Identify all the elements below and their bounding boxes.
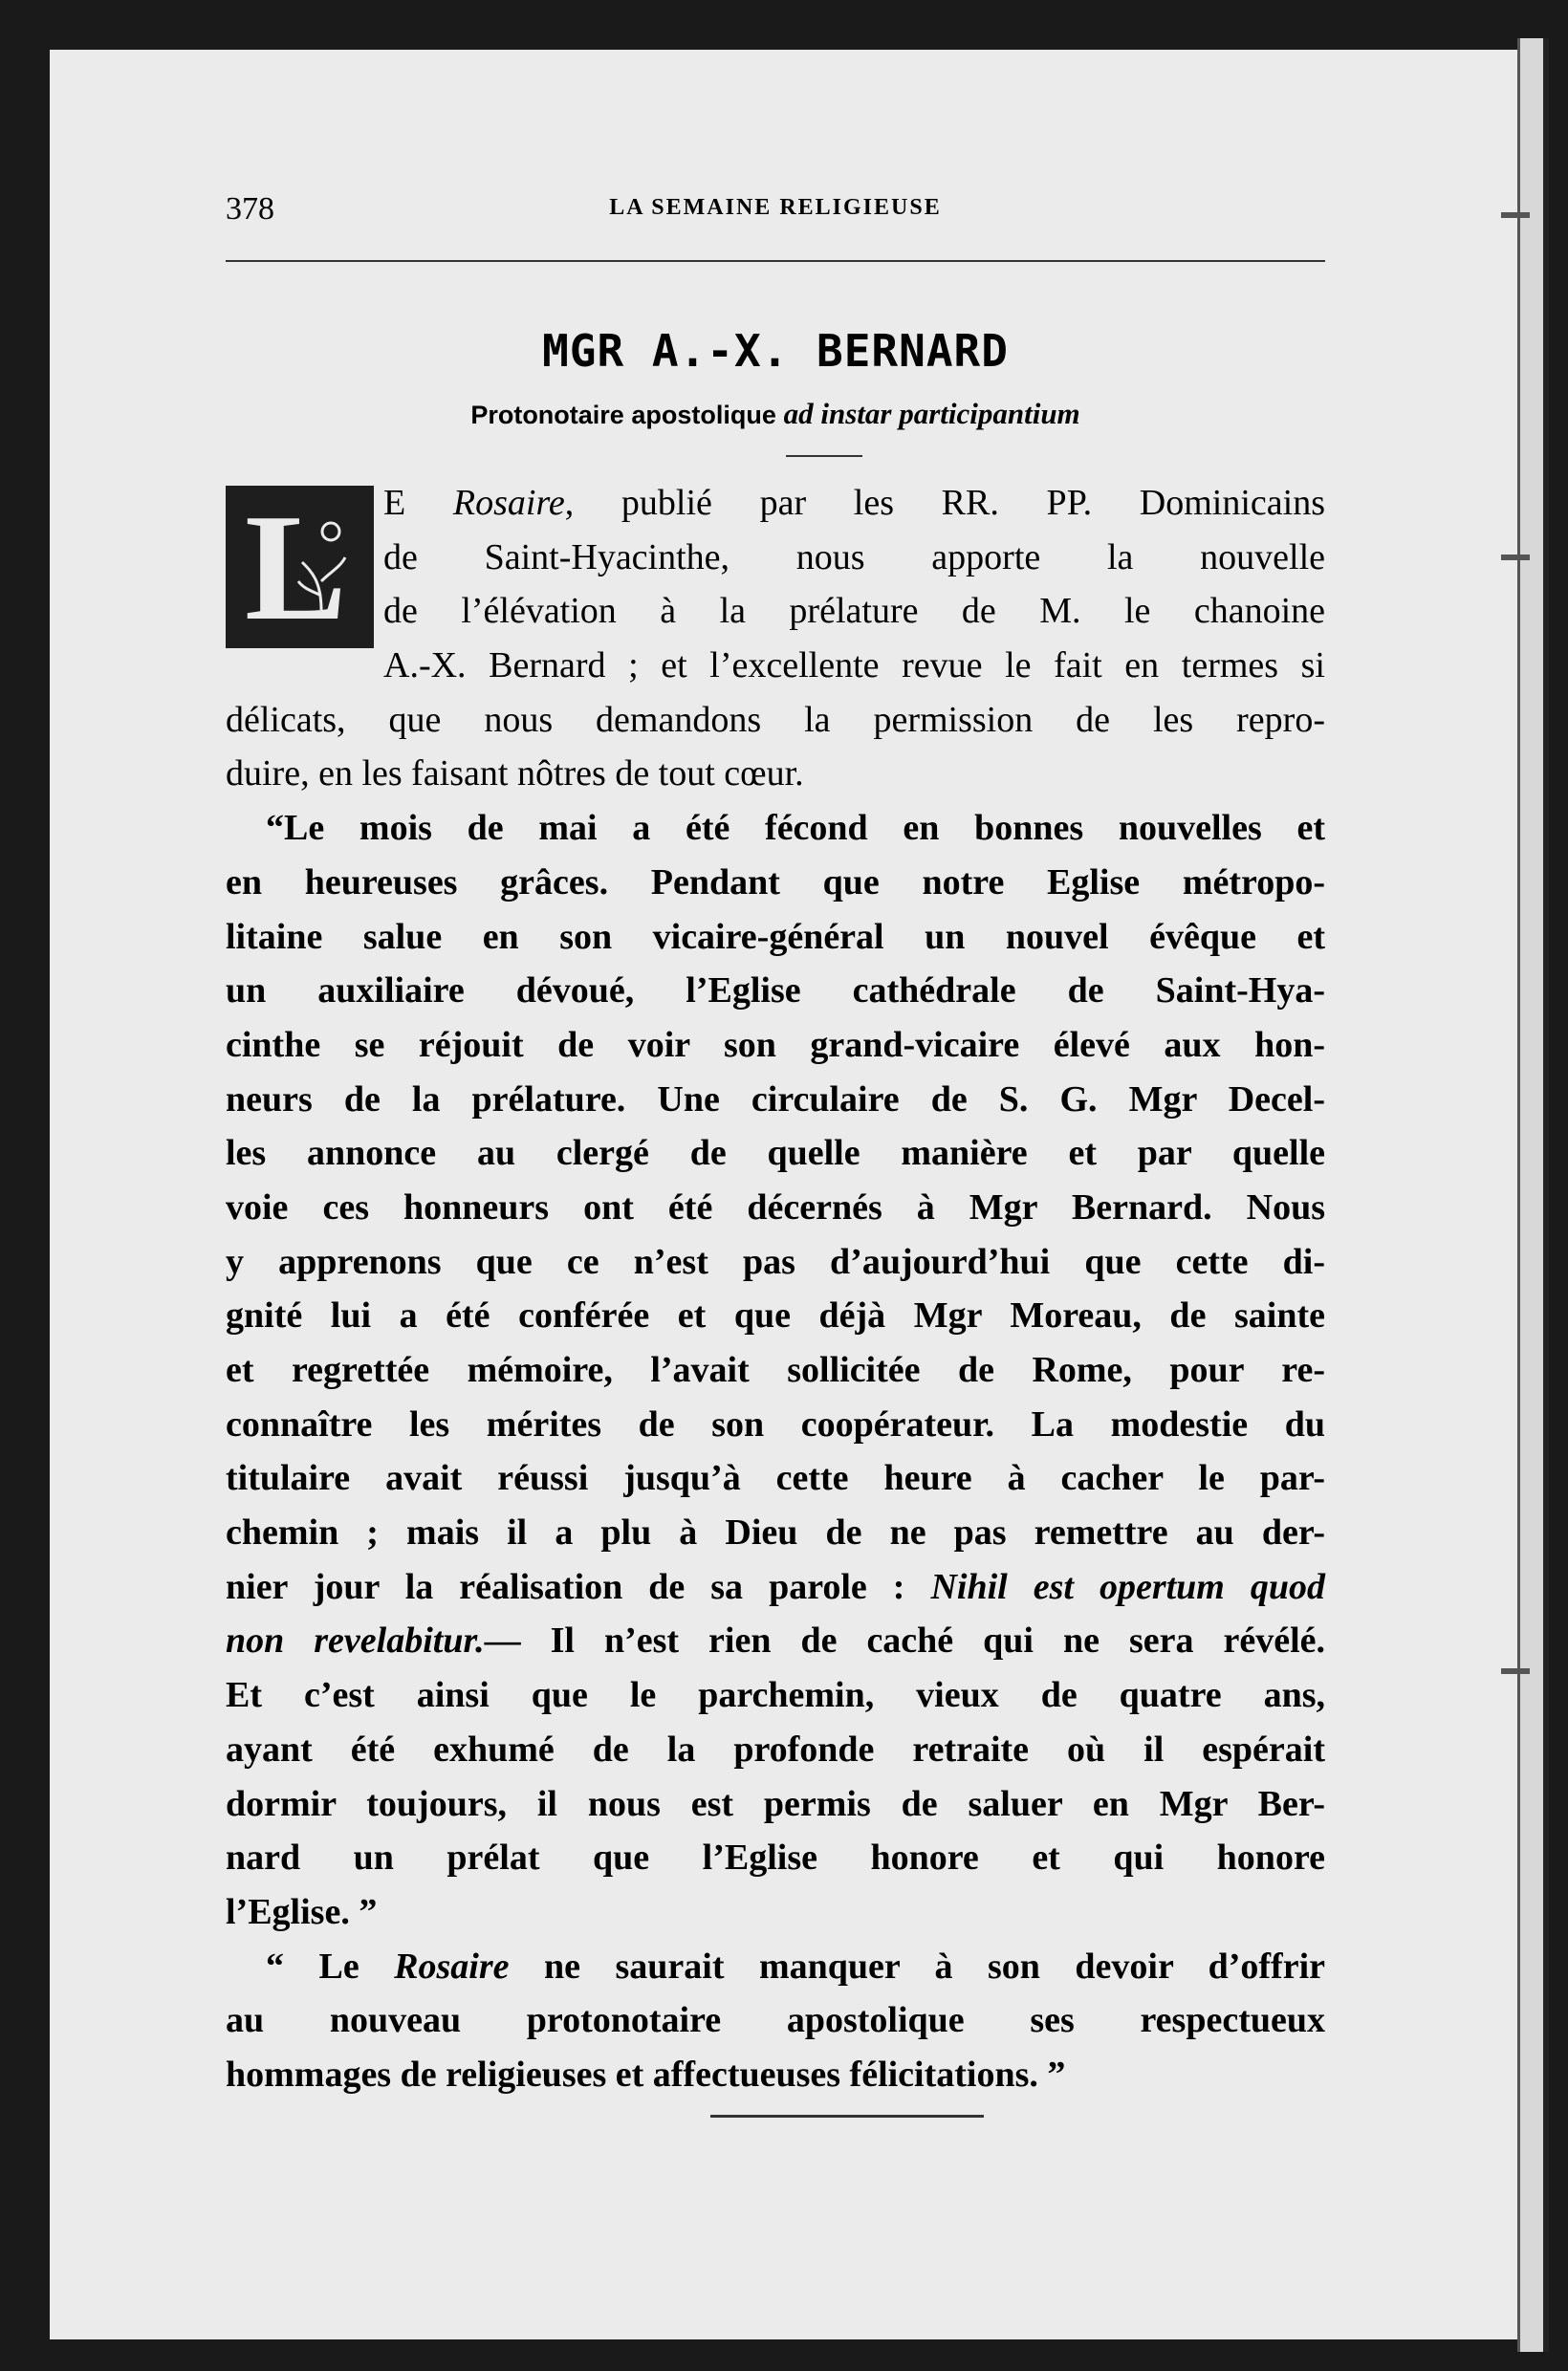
text-line: [226, 964, 1325, 1018]
text-line: [226, 1018, 1325, 1073]
text-line: [226, 1885, 1325, 1940]
end-rule: [710, 2115, 984, 2118]
title-rule: [786, 455, 862, 457]
text-span: E: [383, 483, 453, 523]
text-span: y apprenons que ce n’est pas d’aujourd’hui que cette di-: [226, 1241, 1325, 1282]
subtitle-roman: Protonotaire apostolique: [470, 401, 776, 429]
edge-mark: [1501, 212, 1530, 218]
page-edge: [1517, 38, 1549, 2352]
text-lines: [226, 476, 1325, 2102]
text-span: de Saint-Hyacinthe, nous apporte la nouvelle: [383, 536, 1325, 577]
italic-phrase: Rosaire: [452, 483, 565, 523]
text-line: [226, 693, 1325, 748]
text-line: [226, 1451, 1325, 1506]
text-line: [226, 1235, 1325, 1290]
text-span: chemin ; mais il a plu à Dieu de ne pas remettre au der-: [226, 1512, 1325, 1554]
text-span: ayant été exhumé de la profonde retraite où il espérait: [226, 1729, 1325, 1770]
text-line: [226, 584, 1325, 639]
text-line: [226, 1668, 1325, 1723]
text-span: cinthe se réjouit de voir son grand-vicaire élevé aux hon-: [226, 1024, 1325, 1065]
text-span: A.-X. Bernard ; et l’excellente revue le fait en termes si: [383, 645, 1325, 686]
text-line: [226, 747, 1325, 801]
italic-phrase: Rosaire: [394, 1946, 510, 1987]
text-span: voie ces honneurs ont été décernés à Mgr Bernard. Nous: [226, 1186, 1325, 1228]
text-line: [226, 1181, 1325, 1235]
dropcap: [226, 482, 374, 652]
text-span: — Il n’est rien de caché qui ne sera révélé.: [484, 1621, 1325, 1662]
text-line: [226, 1289, 1325, 1343]
text-span: neurs de la prélature. Une circulaire de S. G. Mgr Decel-: [226, 1078, 1325, 1120]
text-line: [226, 1343, 1325, 1398]
text-span: , publié par les RR. PP. Dominicains: [564, 483, 1325, 523]
text-line: [226, 1398, 1325, 1452]
text-span: en heureuses grâces. Pendant que notre Eglise métropo-: [226, 861, 1325, 903]
text-line: [226, 1777, 1325, 1832]
text-line: [226, 801, 1325, 856]
text-span: gnité lui a été conférée et que déjà Mgr Moreau, de sainte: [226, 1295, 1325, 1337]
italic-phrase: non revelabitur.: [226, 1621, 485, 1662]
text-span: litaine salue en son vicaire-général un nouvel évêque et: [226, 916, 1325, 957]
floral-ornament-icon: [293, 514, 350, 620]
article-title: MGR A.-X. BERNARD: [542, 325, 1009, 377]
text-span: les annonce au clergé de quelle manière et par quelle: [226, 1133, 1325, 1174]
text-span: titulaire avait réussi jusqu’à cette heure à cacher le par-: [226, 1458, 1325, 1499]
text-line: [226, 1831, 1325, 1885]
text-span: nard un prélat que l’Eglise honore et qui honore: [226, 1838, 1325, 1879]
text-span: “ Le: [266, 1946, 395, 1987]
text-line: [226, 2048, 1325, 2102]
text-span: “Le mois de mai a été fécond en bonnes nouvelles et: [266, 808, 1325, 849]
text-line: [226, 1940, 1325, 1994]
running-head: [226, 191, 1325, 233]
text-span: dormir toujours, il nous est permis de saluer en Mgr Ber-: [226, 1783, 1325, 1824]
text-line: [226, 1126, 1325, 1181]
text-span: un auxiliaire dévoué, l’Eglise cathédrale de Saint-Hya-: [226, 970, 1325, 1011]
text-line: [226, 639, 1325, 693]
edge-mark: [1501, 555, 1530, 560]
text-line: [226, 1506, 1325, 1560]
text-line: [226, 856, 1325, 910]
text-span: hommages de religieuses et affectueuses félicitations. ”: [226, 2054, 1066, 2095]
text-span: duire, en les faisant nôtres de tout cœur.: [226, 753, 804, 794]
text-line: [226, 1073, 1325, 1127]
text-span: nier jour la réalisation de sa parole :: [226, 1566, 931, 1607]
text-span: et regrettée mémoire, l’avait sollicitée de Rome, pour re-: [226, 1350, 1325, 1390]
text-span: délicats, que nous demandons la permission de les repro-: [226, 699, 1325, 740]
text-span: au nouveau protonotaire apostolique ses respectueux: [226, 2000, 1325, 2041]
dropcap-letter: L: [245, 482, 347, 652]
italic-phrase: Nihil est opertum quod: [930, 1566, 1325, 1607]
journal-title: LA SEMAINE RELIGIEUSE: [609, 195, 942, 220]
header-rule: [226, 260, 1325, 262]
text-line: [226, 476, 1325, 531]
text-line: [226, 1993, 1325, 2048]
article-body: [226, 476, 1325, 2102]
text-span: connaître les mérites de son coopérateur. La modestie du: [226, 1403, 1325, 1445]
edge-mark: [1501, 1668, 1530, 1674]
article-subtitle: [226, 397, 1325, 431]
text-span: ne saurait manquer à son devoir d’offrir: [509, 1946, 1325, 1987]
text-span: de l’élévation à la prélature de M. le chanoine: [383, 591, 1325, 632]
text-line: [226, 1723, 1325, 1777]
subtitle-italic: ad instar participantium: [783, 397, 1080, 430]
text-line: [226, 531, 1325, 585]
text-line: [226, 910, 1325, 965]
text-line: [226, 1614, 1325, 1668]
text-line: [226, 1560, 1325, 1615]
text-span: Et c’est ainsi que le parchemin, vieux de quatre ans,: [226, 1675, 1325, 1716]
page-number: 378: [226, 191, 274, 227]
text-span: l’Eglise. ”: [226, 1891, 378, 1932]
